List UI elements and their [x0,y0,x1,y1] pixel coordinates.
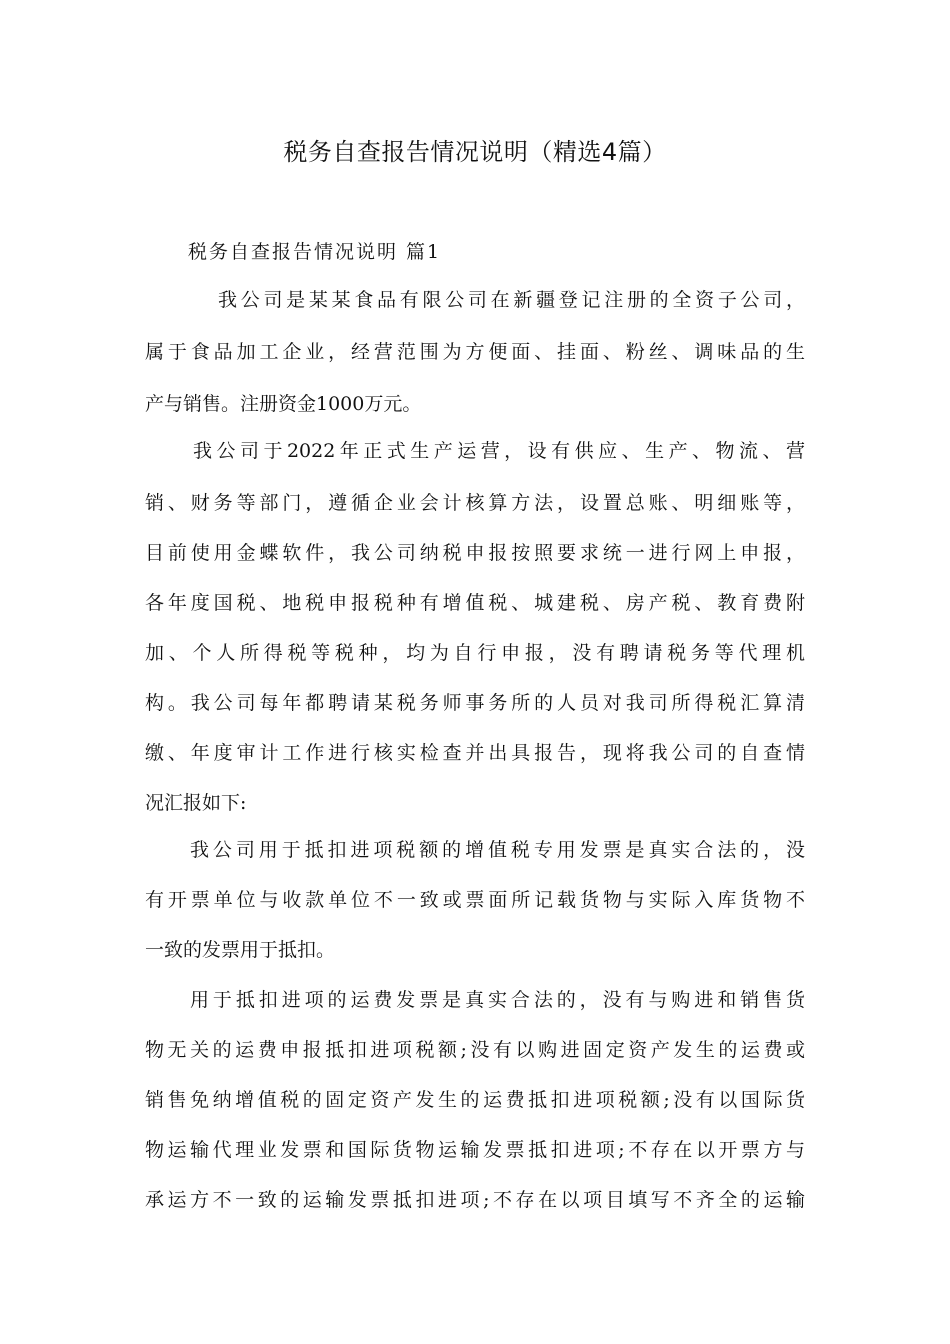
paragraph-line: 目前使用金蝶软件，我公司纳税申报按照要求统一进行网上申报， [145,542,805,564]
paragraph-line: 承运方不一致的运输发票抵扣进项;不存在以项目填写不齐全的运输 [145,1189,805,1211]
paragraph-line: 我公司是某某食品有限公司在新疆登记注册的全资子公司， [218,289,805,311]
paragraph-line: 我公司于2022年正式生产运营，设有供应、生产、物流、营 [193,440,805,462]
paragraph-line: 有开票单位与收款单位不一致或票面所记载货物与实际入库货物不 [145,889,805,911]
paragraph-line: 构。我公司每年都聘请某税务师事务所的人员对我司所得税汇算清 [145,692,805,714]
paragraph-line: 销、财务等部门，遵循企业会计核算方法，设置总账、明细账等， [145,492,805,514]
paragraph-line: 我公司用于抵扣进项税额的增值税专用发票是真实合法的，没 [190,839,805,861]
page-title: 税务自查报告情况说明（精选4篇） [283,138,667,166]
paragraph-line: 销售免纳增值税的固定资产发生的运费抵扣进项税额;没有以国际货 [145,1089,805,1111]
paragraph-line: 物无关的运费申报抵扣进项税额;没有以购进固定资产发生的运费或 [145,1039,805,1061]
paragraph-line: 加、个人所得税等税种，均为自行申报，没有聘请税务等代理机 [145,642,805,664]
section-heading: 税务自查报告情况说明 篇1 [188,241,442,263]
paragraph-line: 况汇报如下: [145,792,247,814]
paragraph-line: 缴、年度审计工作进行核实检查并出具报告，现将我公司的自查情 [145,742,805,764]
paragraph-line: 一致的发票用于抵扣。 [145,939,336,961]
paragraph-line: 物运输代理业发票和国际货物运输发票抵扣进项;不存在以开票方与 [145,1139,805,1161]
paragraph-line: 各年度国税、地税申报税种有增值税、城建税、房产税、教育费附 [145,592,805,614]
paragraph-line: 用于抵扣进项的运费发票是真实合法的，没有与购进和销售货 [190,989,805,1011]
paragraph-line: 属于食品加工企业，经营范围为方便面、挂面、粉丝、调味品的生 [145,341,805,363]
paragraph-line: 产与销售。注册资金1000万元。 [145,393,422,415]
